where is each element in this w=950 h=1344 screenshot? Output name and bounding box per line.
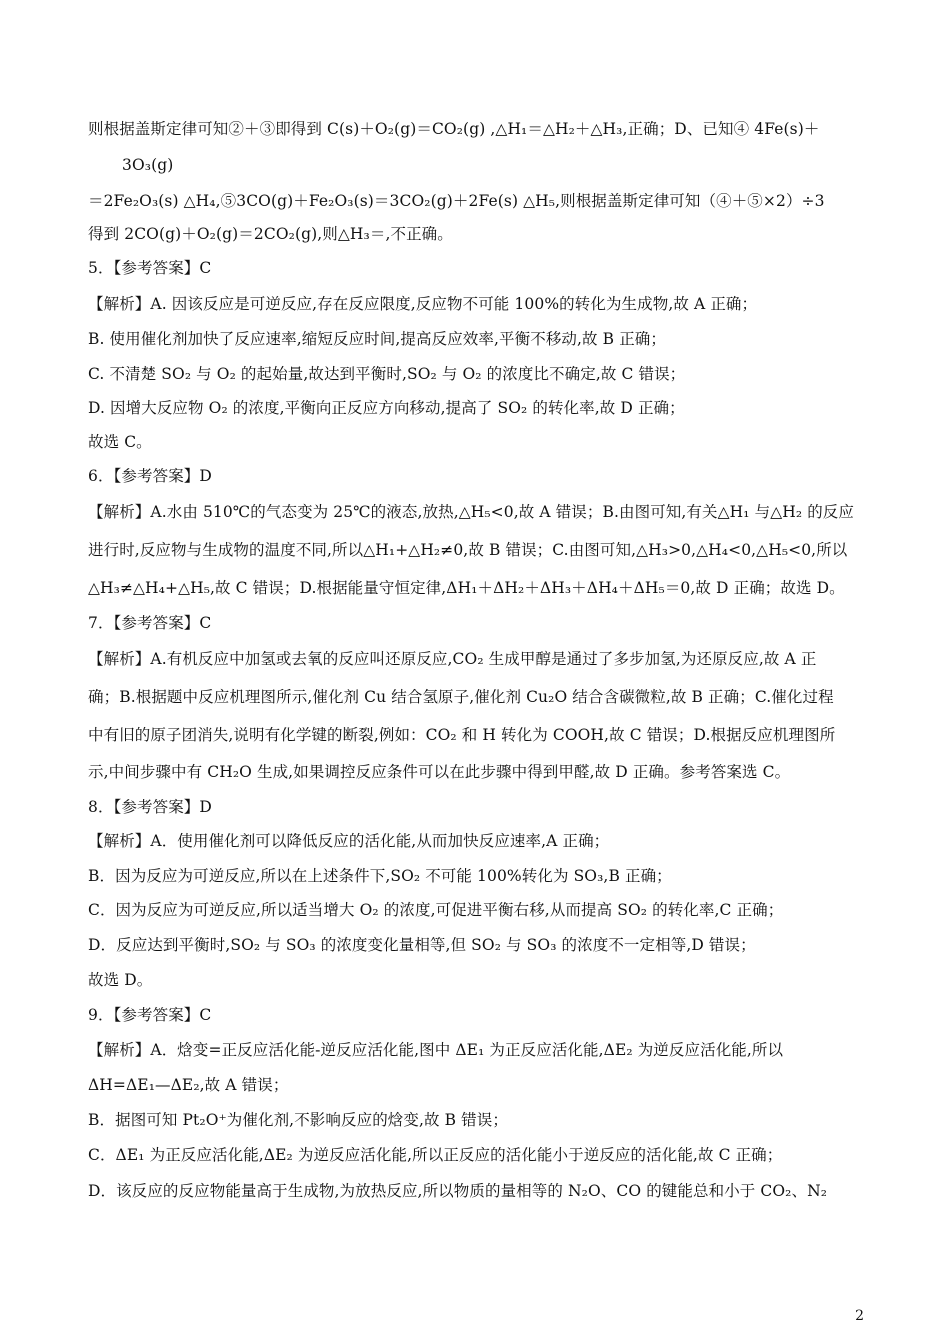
text-line: △H₃≠△H₄+△H₅,故 C 错误；D.根据能量守恒定律,ΔH₁＋ΔH₂＋ΔH₃＋ΔH₄＋ΔH₅＝0,故 D 正确；故选 D。 <box>88 579 845 597</box>
answer-heading: 9．【参考答案】C <box>88 1006 212 1024</box>
text-line: C．因为反应为可逆反应,所以适当增大 O₂ 的浓度,可促进平衡右移,从而提高 SO₂ 的转化率,C 正确； <box>88 901 784 919</box>
answer-heading: 6．【参考答案】D <box>88 467 212 485</box>
text-line: B．因为反应为可逆反应,所以在上述条件下,SO₂ 不可能 100%转化为 SO₃,B 正确； <box>88 867 672 885</box>
text-line: 中有旧的原子团消失,说明有化学键的断裂,例如：CO₂ 和 H 转化为 COOH,故 C 错误；D.根据反应机理图所 <box>88 726 836 744</box>
text-line: B. 使用催化剂加快了反应速率,缩短反应时间,提高反应效率,平衡不移动,故 B 正确； <box>88 330 666 348</box>
answer-heading: 7．【参考答案】C <box>88 614 212 632</box>
text-line: 【解析】A.水由 510℃的气态变为 25℃的液态,放热,△H₅<0,故 A 错误；B.由图可知,有关△H₁ 与△H₂ 的反应 <box>88 503 854 521</box>
answer-heading: 8．【参考答案】D <box>88 798 212 816</box>
text-line: B．据图可知 Pt₂O⁺为催化剂,不影响反应的焓变,故 B 错误； <box>88 1111 508 1129</box>
text-line: 故选 D。 <box>88 971 153 989</box>
text-line: D．反应达到平衡时,SO₂ 与 SO₃ 的浓度变化量相等,但 SO₂ 与 SO₃ 的浓度不一定相等,D 错误； <box>88 936 756 954</box>
text-line: 确；B.根据题中反应机理图所示,催化剂 Cu 结合氢原子,催化剂 Cu₂O 结合含碳微粒,故 B 正确；C.催化过程 <box>88 688 834 706</box>
page-number: 2 <box>855 1308 864 1324</box>
text-line: C. 不清楚 SO₂ 与 O₂ 的起始量,故达到平衡时,SO₂ 与 O₂ 的浓度比不确定,故 C 错误； <box>88 365 686 383</box>
text-line: 3O₃(g) <box>122 156 174 174</box>
text-line: 故选 C。 <box>88 433 152 451</box>
text-line: D. 因增大反应物 O₂ 的浓度,平衡向正反应方向移动,提高了 SO₂ 的转化率,故 D 正确； <box>88 399 685 417</box>
text-line: 【解析】A．焓变=正反应活化能-逆反应活化能,图中 ΔE₁ 为正反应活化能,ΔE₂ 为逆反应活化能,所以 <box>88 1041 784 1059</box>
text-line: 示,中间步骤中有 CH₂O 生成,如果调控反应条件可以在此步骤中得到甲醛,故 D 正确。参考答案选 C。 <box>88 763 791 781</box>
answer-heading: 5．【参考答案】C <box>88 259 212 277</box>
text-line: C．ΔE₁ 为正反应活化能,ΔE₂ 为逆反应活化能,所以正反应的活化能小于逆反应的活化能,故 C 正确； <box>88 1146 783 1164</box>
text-line: D．该反应的反应物能量高于生成物,为放热反应,所以物质的量相等的 N₂O、CO 的键能总和小于 CO₂、N₂ <box>88 1182 828 1200</box>
text-line: 【解析】A．使用催化剂可以降低反应的活化能,从而加快反应速率,A 正确； <box>88 832 610 850</box>
text-line: ΔH=ΔE₁—ΔE₂,故 A 错误； <box>88 1076 289 1094</box>
text-line: 则根据盖斯定律可知②＋③即得到 C(s)＋O₂(g)＝CO₂(g) ,△H₁＝△H₂＋△H₃,正确；D、已知④ 4Fe(s)＋ <box>88 120 820 138</box>
text-line: ＝2Fe₂O₃(s) △H₄,⑤3CO(g)＋Fe₂O₃(s)＝3CO₂(g)＋2Fe(s) △H₅,则根据盖斯定律可知（④＋⑤×2）÷3 <box>88 192 825 210</box>
text-line: 进行时,反应物与生成物的温度不同,所以△H₁+△H₂≠0,故 B 错误；C.由图可知,△H₃>0,△H₄<0,△H₅<0,所以 <box>88 541 848 559</box>
text-line: 【解析】A. 因该反应是可逆反应,存在反应限度,反应物不可能 100%的转化为生成物,故 A 正确； <box>88 295 758 313</box>
text-line: 【解析】A.有机反应中加氢或去氧的反应叫还原反应,CO₂ 生成甲醇是通过了多步加氢,为还原反应,故 A 正 <box>88 650 817 668</box>
text-line: 得到 2CO(g)＋O₂(g)＝2CO₂(g),则△H₃＝,不正确。 <box>88 225 453 243</box>
